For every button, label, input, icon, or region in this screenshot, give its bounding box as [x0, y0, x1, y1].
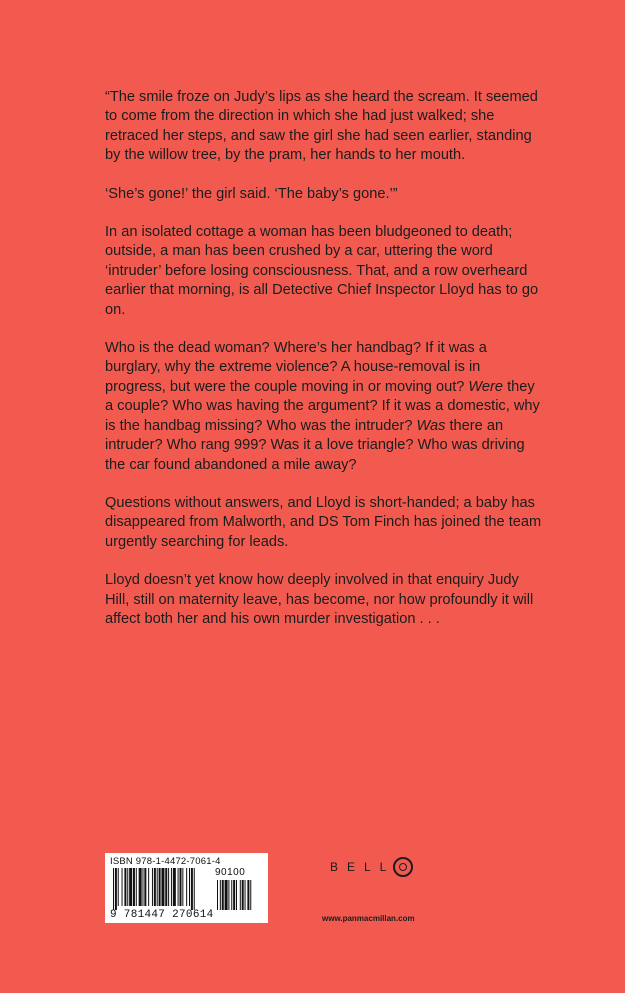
- p4-part-a: Who is the dead woman? Where’s her handbag? If it was a burglary, why the extreme violence? A house-removal is in progress, but were the couple moving in or moving out?: [105, 340, 487, 395]
- blurb-paragraph-1: “The smile froze on Judy’s lips as she heard the scream. It seemed to come from the direction in which she had just walked; she retraced her steps, and saw the girl she had seen earlier, standing by the willow tree, by the pram, her hands to her mouth.: [105, 89, 538, 164]
- logo-circle-icon: [393, 857, 413, 877]
- publisher-website: www.panmacmillan.com: [322, 914, 415, 923]
- blurb-paragraph-3: In an isolated cottage a woman has been bludgeoned to death; outside, a man has been crushed by a car, uttering the word ‘intruder’ before losing consciousness. That, and a row overheard earlier that morning, is all Detective Chief Inspector Lloyd has to go on.: [105, 224, 539, 318]
- p4-part-b: they a couple? Who was having the argument? If it was a domestic, why is the handbag missing? Who was the intruder?: [105, 378, 540, 434]
- blurb-paragraph-6: Lloyd doesn’t yet know how deeply involved in that enquiry Judy Hill, still on maternity leave, has become, nor how profoundly it will affect both her and his own murder investigation . . .: [105, 572, 534, 627]
- price-code: 90100: [215, 867, 246, 878]
- p4-emphasis-was: Was: [416, 417, 446, 434]
- blurb-paragraph-2: ‘She’s gone!’ the girl said. ‘The baby’s gone.’”: [105, 185, 398, 202]
- p4-emphasis-were: Were: [468, 378, 504, 395]
- barcode-panel: [105, 853, 268, 923]
- p4-part-c: there an intruder? Who rang 999? Was it a love triangle? Who was driving the car found abandoned a mile away?: [105, 417, 525, 473]
- blurb-text: [105, 88, 545, 648]
- ean-digits: 9 781447 270614: [110, 909, 214, 921]
- blurb-paragraph-4: [105, 339, 545, 475]
- logo-letters: BELL: [330, 860, 396, 874]
- isbn-number: ISBN 978-1-4472-7061-4: [110, 856, 221, 867]
- blurb-paragraph-5: Questions without answers, and Lloyd is short-handed; a baby has disappeared from Malworth, and DS Tom Finch has joined the team urgently searching for leads.: [105, 494, 542, 550]
- publisher-logo: [330, 854, 413, 880]
